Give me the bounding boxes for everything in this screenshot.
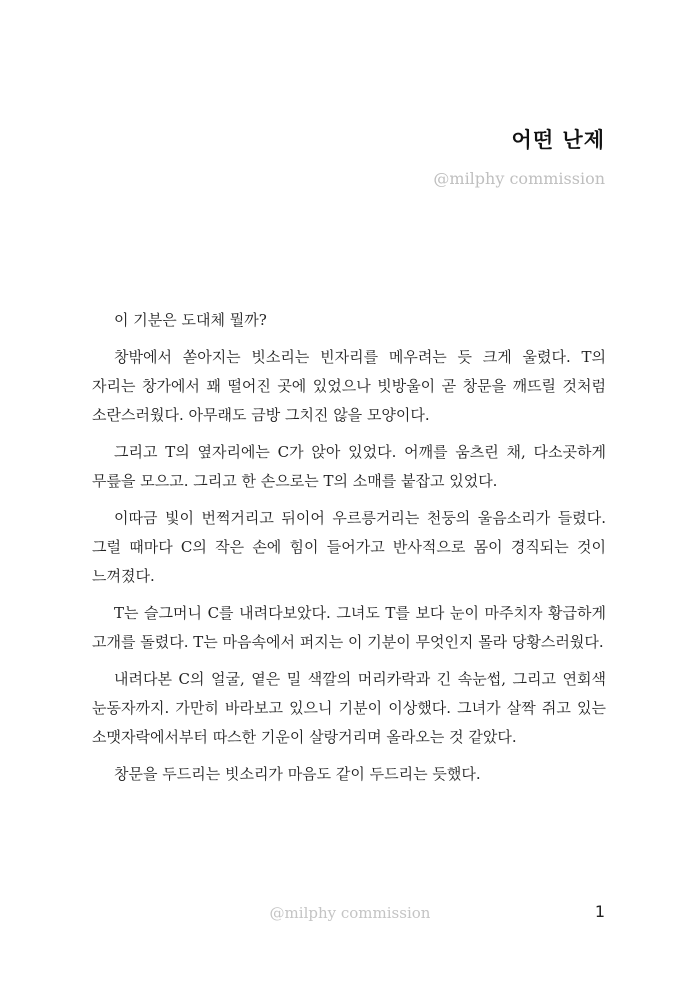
commission-credit: @milphy commission [433, 169, 605, 188]
story-body [92, 306, 606, 797]
chapter-title: 어떤 난제 [511, 127, 605, 152]
paragraph: T는 슬그머니 C를 내려다보았다. 그녀도 T를 보다 눈이 마주치자 황급하게 고개를 돌렸다. T는 마음속에서 퍼지는 이 기분이 무엇인지 몰라 당황스러웠다. [92, 604, 606, 651]
paragraph: 그리고 T의 옆자리에는 C가 앉아 있었다. 어깨를 움츠린 채, 다소곳하게 무릎을 모으고. 그리고 한 손으로는 T의 소매를 붙잡고 있었다. [92, 443, 606, 490]
paragraph: 창문을 두드리는 빗소리가 마음도 같이 두드리는 듯했다. [114, 765, 481, 783]
footer-watermark: @milphy commission [269, 904, 431, 922]
page-number: 1 [594, 902, 605, 921]
paragraph: 이 기분은 도대체 뭘까? [114, 311, 267, 329]
paragraph: 내려다본 C의 얼굴, 옅은 밀 색깔의 머리카락과 긴 속눈썹, 그리고 연회색 눈동자까지. 가만히 바라보고 있으니 기분이 이상했다. 그녀가 살짝 쥐고 있는 소맷자락에서부터 따스한 기운이 살랑거리며 올라오는 것 같았다. [92, 670, 606, 746]
paragraph: 이따금 빛이 번쩍거리고 뒤이어 우르릉거리는 천둥의 울음소리가 들렸다. 그럴 때마다 C의 작은 손에 힘이 들어가고 반사적으로 몸이 경직되는 것이 느껴졌다. [92, 509, 606, 585]
paragraph: 창밖에서 쏟아지는 빗소리는 빈자리를 메우려는 듯 크게 울렸다. T의 자리는 창가에서 꽤 떨어진 곳에 있었으나 빗방울이 곧 창문을 깨뜨릴 것처럼 소란스러웠다. 아무래도 금방 그치진 않을 모양이다. [92, 348, 606, 424]
